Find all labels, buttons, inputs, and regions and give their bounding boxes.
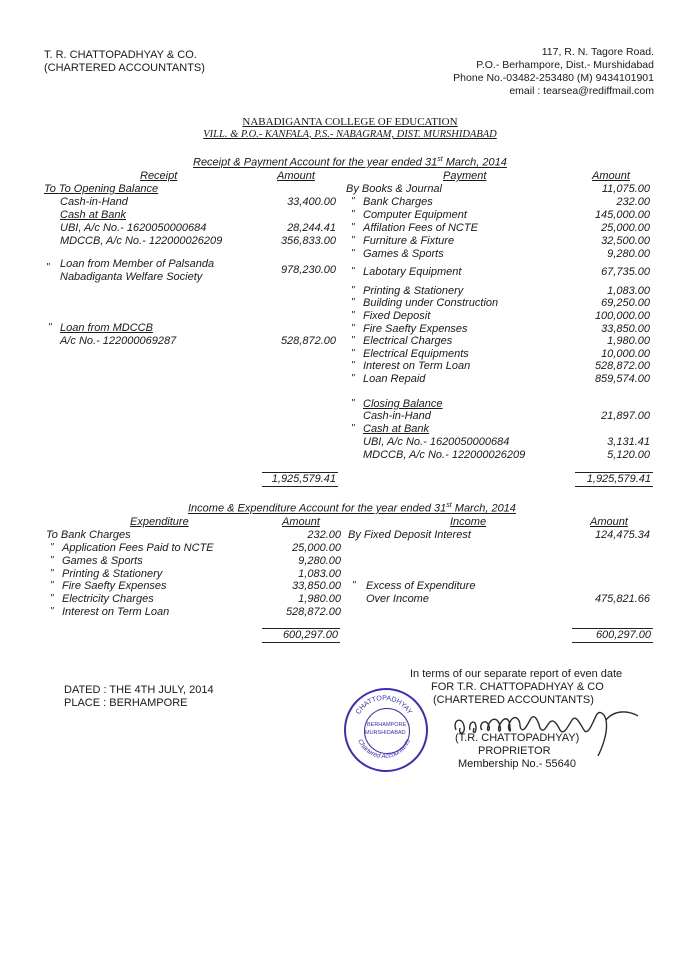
e-fire-amt: 33,850.00 [292, 580, 341, 592]
ditto-mark: " [351, 222, 355, 233]
ditto-mark: " [46, 262, 50, 273]
e-fire: Fire Saefty Expenses [62, 580, 167, 592]
p-ubi: UBI, A/c No.- 1620050000684 [363, 436, 510, 448]
r-cash-hand: Cash-in-Hand [60, 196, 128, 208]
r-mdccb: MDCCB, A/c No.- 122000026209 [60, 235, 223, 247]
p-loan-amt: 859,574.00 [594, 373, 650, 385]
p-bank-amt: 232.00 [616, 196, 650, 208]
p-building-amt: 69,250.00 [601, 297, 650, 309]
ditto-mark: " [48, 322, 52, 333]
p-mdccb-amt: 5,120.00 [607, 449, 650, 461]
dated: DATED : THE 4TH JULY, 2014 [64, 684, 214, 696]
i-fd: By Fixed Deposit Interest [348, 529, 471, 541]
r-ubi-amt: 28,244.41 [287, 222, 336, 234]
rp-title: Receipt & Payment Account for the year ended 31st March, 2014 [193, 156, 507, 169]
e-bank-amt: 232.00 [307, 529, 341, 541]
firm-email: email : tearsea@rediffmail.com [509, 85, 654, 97]
p-ncte: Affilation Fees of NCTE [363, 222, 478, 234]
i-excess-amt: 475,821.66 [594, 593, 650, 605]
p-games: Games & Sports [363, 248, 444, 260]
e-games: Games & Sports [62, 555, 143, 567]
p-cash-hand: Cash-in-Hand [363, 410, 431, 422]
ditto-mark: " [351, 266, 355, 277]
r-loan-member2: Nabadiganta Welfare Society [60, 271, 203, 283]
seal-inner1: BERHAMPORE [367, 722, 407, 728]
ditto-mark: " [351, 310, 355, 321]
p-elec-eq-amt: 10,000.00 [601, 348, 650, 360]
e-print-amt: 1,083.00 [298, 568, 341, 580]
college-address: VILL. & P.O.- KANFALA, P.S.- NABAGRAM, DIST. MURSHIDABAD [203, 129, 497, 140]
rp-header-amount: Amount [277, 170, 315, 182]
r-loan-member1: Loan from Member of Palsanda [60, 258, 215, 270]
terms: In terms of our separate report of even date [410, 668, 623, 680]
e-elec-amt: 1,980.00 [298, 593, 341, 605]
rp-header-amount2: Amount [592, 170, 630, 182]
ditto-mark: " [351, 235, 355, 246]
r-ubi: UBI, A/c No.- 1620050000684 [60, 222, 207, 234]
ie-header-amount: Amount [282, 516, 320, 528]
membership: Membership No.- 55640 [458, 758, 577, 770]
rp-total-right: 1,925,579.41 [575, 472, 653, 487]
p-elec: Electrical Charges [363, 335, 453, 347]
p-lab-amt: 67,735.00 [601, 266, 650, 278]
p-print-amt: 1,083.00 [607, 285, 650, 297]
r-loan-mdccb: Loan from MDCCB [60, 322, 153, 334]
p-mdccb: MDCCB, A/c No.- 122000026209 [363, 449, 526, 461]
r-mdccb-amt: 356,833.00 [280, 235, 336, 247]
for-firm: FOR T.R. CHATTOPADHYAY & CO [431, 681, 604, 693]
p-furniture-amt: 32,500.00 [601, 235, 650, 247]
ditto-mark: " [351, 373, 355, 384]
p-fire-amt: 33,850.00 [601, 323, 650, 335]
i-fd-amt: 124,475.34 [594, 529, 650, 541]
ie-total-left: 600,297.00 [262, 628, 340, 643]
p-building: Building under Construction [363, 297, 499, 309]
p-elec-amt: 1,980.00 [607, 335, 650, 347]
rp-total-left: 1,925,579.41 [262, 472, 338, 487]
p-computer: Computer Equipment [363, 209, 467, 221]
ditto-mark: " [351, 196, 355, 207]
p-fd: Fixed Deposit [363, 310, 431, 322]
p-games-amt: 9,280.00 [607, 248, 650, 260]
p-books-amt: 11,075.00 [601, 183, 650, 195]
e-app: Application Fees Paid to NCTE [62, 542, 214, 554]
r-cash-hand-amt: 33,400.00 [287, 196, 336, 208]
ie-header-amount2: Amount [590, 516, 628, 528]
ditto-mark: " [50, 606, 54, 617]
p-fire: Fire Saefty Expenses [363, 323, 468, 335]
r-loan-mdccb-ac: A/c No.- 122000069287 [60, 335, 177, 347]
p-books: By Books & Journal [346, 183, 442, 195]
ditto-mark: " [351, 348, 355, 359]
ditto-mark: " [351, 423, 355, 434]
p-closing: Closing Balance [363, 398, 443, 410]
p-loan: Loan Repaid [363, 373, 426, 385]
r-loan-member-amt: 978,230.00 [280, 264, 336, 276]
e-app-amt: 25,000.00 [292, 542, 341, 554]
svg-text:CHATTOPADHYAY: CHATTOPADHYAY [355, 694, 413, 716]
svg-text:Chartered Accountants: Chartered Accountants [356, 738, 412, 761]
rp-header-receipt: Receipt [140, 170, 178, 182]
e-interest: Interest on Term Loan [62, 606, 170, 618]
firm-type: (CHARTERED ACCOUNTANTS) [44, 62, 205, 74]
firm-name: T. R. CHATTOPADHYAY & CO. [44, 49, 197, 61]
firm-address1: 117, R. N. Tagore Road. [541, 46, 654, 58]
p-ubi-amt: 3,131.41 [607, 436, 650, 448]
p-cash-bank: Cash at Bank [363, 423, 430, 435]
p-ncte-amt: 25,000.00 [601, 222, 650, 234]
ditto-mark: " [50, 555, 54, 566]
ditto-mark: " [351, 398, 355, 409]
place: PLACE : BERHAMPORE [64, 697, 188, 709]
r-cash-bank: Cash at Bank [60, 209, 127, 221]
p-print: Printing & Stationery [363, 285, 464, 297]
ditto-mark: " [351, 360, 355, 371]
r-opening: To To Opening Balance [44, 183, 159, 195]
e-games-amt: 9,280.00 [298, 555, 341, 567]
rp-header-payment: Payment [443, 170, 487, 182]
ie-total-right: 600,297.00 [572, 628, 653, 643]
ditto-mark: " [351, 285, 355, 296]
p-interest: Interest on Term Loan [363, 360, 471, 372]
p-interest-amt: 528,872.00 [594, 360, 650, 372]
p-furniture: Furniture & Fixture [363, 235, 455, 247]
proprietor: PROPRIETOR [478, 745, 551, 757]
r-loan-mdccb-amt: 528,872.00 [280, 335, 336, 347]
i-excess1: Excess of Expenditure [366, 580, 476, 592]
ditto-mark: " [351, 248, 355, 259]
p-elec-eq: Electrical Equipments [363, 348, 469, 360]
college-name: NABADIGANTA COLLEGE OF EDUCATION [242, 116, 458, 128]
p-fd-amt: 100,000.00 [594, 310, 650, 322]
e-bank: To Bank Charges [46, 529, 131, 541]
ditto-mark: " [351, 297, 355, 308]
ditto-mark: " [351, 323, 355, 334]
signature [448, 700, 648, 760]
ie-header-expenditure: Expenditure [130, 516, 189, 528]
p-cash-hand-amt: 21,897.00 [601, 410, 650, 422]
firm-address2: P.O.- Berhampore, Dist.- Murshidabad [476, 59, 654, 71]
e-interest-amt: 528,872.00 [285, 606, 341, 618]
e-print: Printing & Stationery [62, 568, 163, 580]
i-excess2: Over Income [366, 593, 429, 605]
ditto-mark: " [352, 580, 356, 591]
ditto-mark: " [50, 580, 54, 591]
chartered-accountants: (CHARTERED ACCOUNTANTS) [433, 694, 594, 706]
ditto-mark: " [50, 593, 54, 604]
ie-header-income: Income [450, 516, 487, 528]
p-bank: Bank Charges [363, 196, 433, 208]
signatory: (T.R. CHATTOPADHYAY) [455, 732, 580, 744]
ditto-mark: " [50, 568, 54, 579]
firm-seal [344, 688, 428, 772]
e-elec: Electricity Charges [62, 593, 154, 605]
ditto-mark: " [50, 542, 54, 553]
ditto-mark: " [351, 335, 355, 346]
seal-inner2: MURSHIDABAD [365, 730, 406, 736]
p-computer-amt: 145,000.00 [594, 209, 650, 221]
p-lab: Labotary Equipment [363, 266, 462, 278]
ie-title: Income & Expenditure Account for the year ended 31st March, 2014 [188, 502, 516, 515]
firm-phone: Phone No.-03482-253480 (M) 9434101901 [453, 72, 654, 84]
ditto-mark: " [351, 209, 355, 220]
